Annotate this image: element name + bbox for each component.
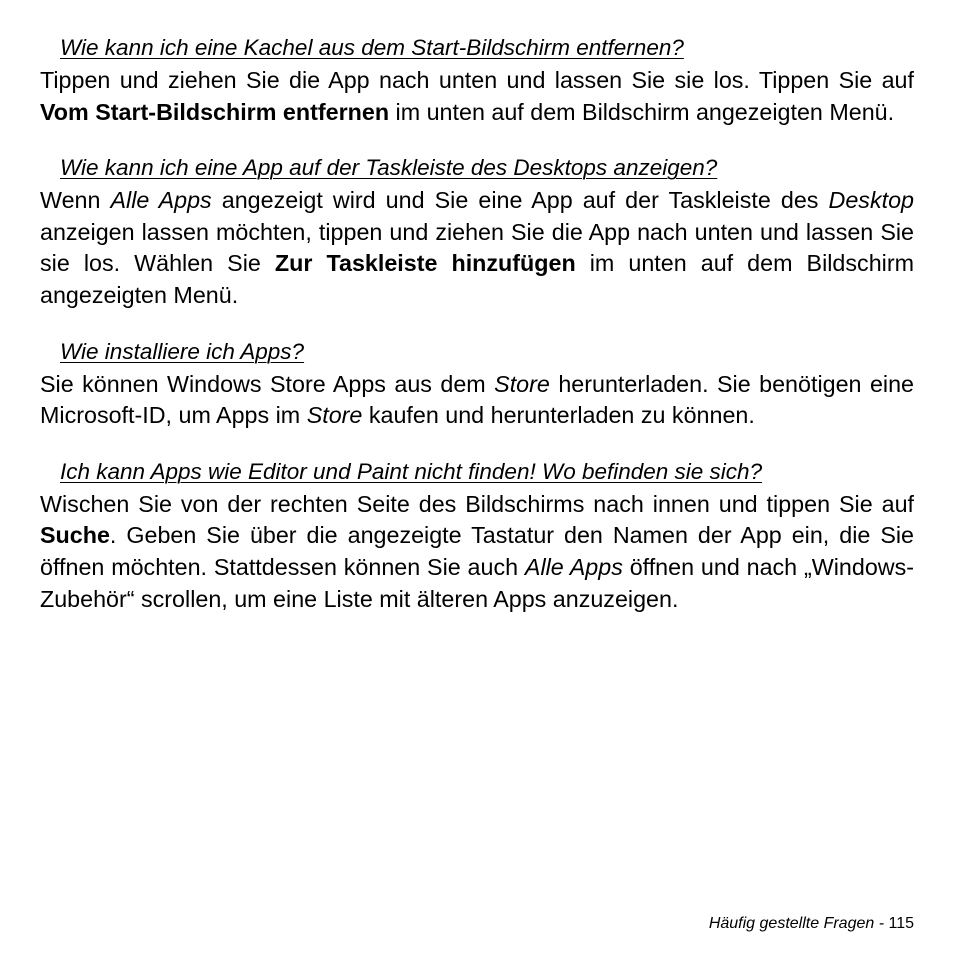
document-page	[40, 32, 914, 639]
answer-text: kaufen und herunterladen zu können.	[362, 402, 755, 429]
answer-text: herunterladen. Sie benötigen eine Microsoft-ID, um Apps im	[40, 370, 914, 429]
answer-text: Wenn	[40, 187, 111, 214]
faq-answer	[40, 489, 914, 615]
answer-italic-term: Alle Apps	[110, 187, 212, 214]
faq-question: Wie kann ich eine App auf der Taskleiste des Desktops anzeigen?	[60, 155, 718, 181]
answer-text: anzeigen lassen möchten, tippen und ziehen Sie die App nach unten und lassen Sie sie los. Wählen Sie	[40, 218, 914, 277]
page-number: 115	[888, 915, 914, 932]
faq-answer	[40, 65, 914, 128]
answer-text: im unten auf dem Bildschirm angezeigten Menü.	[389, 98, 895, 125]
faq-section-find-legacy-apps	[40, 456, 914, 615]
answer-italic-term: Alle Apps	[524, 553, 623, 580]
faq-question: Wie kann ich eine Kachel aus dem Start-Bildschirm entfernen?	[60, 35, 684, 60]
answer-text: . Geben Sie über die angezeigte Tastatur den Namen der App ein, die Sie öffnen möchten. Stattdessen können Sie auch	[40, 522, 914, 580]
faq-answer	[40, 369, 914, 432]
answer-text: angezeigt wird und Sie eine App auf der Taskleiste des	[211, 187, 829, 214]
faq-question: Ich kann Apps wie Editor und Paint nicht finden! Wo befinden sie sich?	[60, 458, 763, 484]
faq-section-install-apps	[40, 336, 914, 432]
faq-answer	[40, 185, 914, 311]
faq-section-remove-tile	[40, 32, 914, 128]
answer-italic-term: Store	[306, 402, 363, 429]
answer-italic-term: Desktop	[828, 187, 914, 214]
answer-italic-term: Store	[494, 370, 550, 397]
faq-section-taskbar-app	[40, 152, 914, 311]
answer-text: Wischen Sie von der rechten Seite des Bildschirms nach innen und tippen Sie auf	[40, 490, 914, 517]
page-footer	[640, 914, 914, 934]
answer-bold-term: Suche	[40, 522, 110, 549]
answer-bold-term: Vom Start-Bildschirm entfernen	[40, 98, 390, 125]
answer-text: Sie können Windows Store Apps aus dem	[40, 370, 495, 397]
footer-section-title: Häufig gestellte Fragen -	[708, 915, 885, 932]
answer-text: im unten auf dem Bildschirm angezeigten Menü.	[40, 250, 914, 308]
answer-text: öffnen und nach „Windows-Zubehör“ scrollen, um eine Liste mit älteren Apps anzuzeigen.	[40, 553, 915, 612]
faq-question: Wie installiere ich Apps?	[60, 338, 305, 364]
answer-text: Tippen und ziehen Sie die App nach unten und lassen Sie sie los. Tippen Sie auf	[40, 67, 914, 93]
answer-bold-term: Zur Taskleiste hinzufügen	[274, 250, 576, 277]
